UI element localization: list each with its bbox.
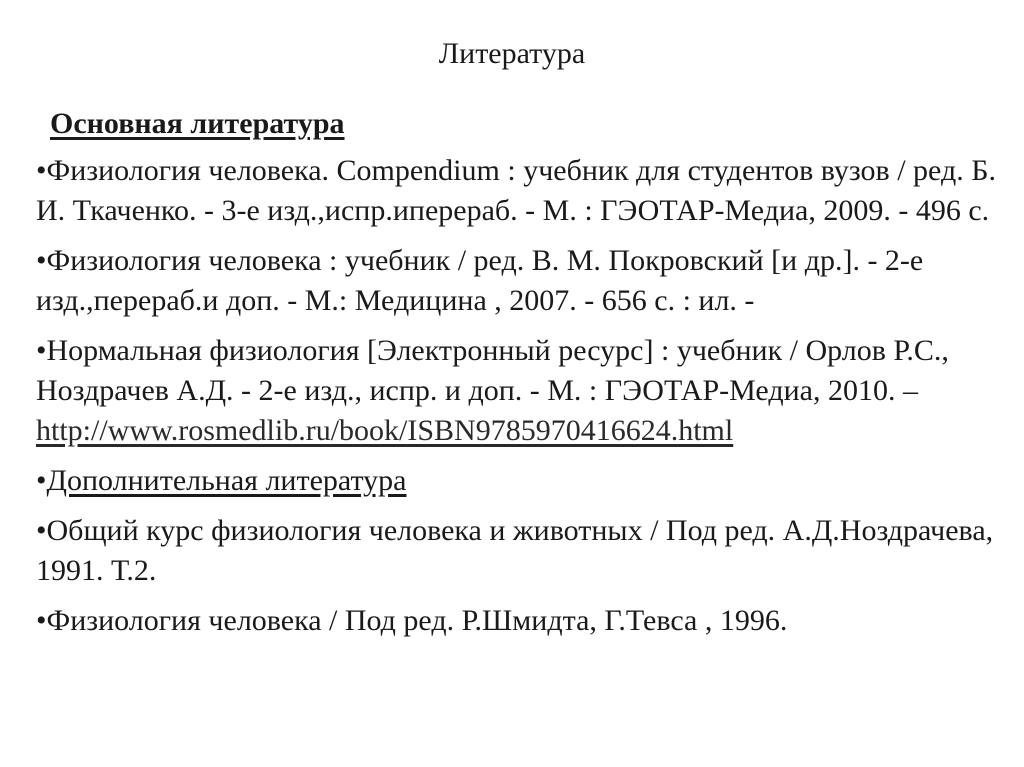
reference-item [36, 601, 996, 641]
bullet-icon: • [36, 154, 47, 187]
reference-text: Физиология человека / Под ред. Р.Шмидта, Г.Тевса , 1996. [46, 604, 788, 637]
reference-list [36, 151, 996, 651]
bullet-icon: • [36, 464, 47, 497]
reference-item [36, 511, 996, 591]
additional-literature-heading: Дополнительная литература [46, 464, 407, 497]
reference-text: Физиология человека. Compendium : учебник для студентов вузов / ред. Б. И. Ткаченко. - 3-е изд.,испр.ипереpаб. - М. : ГЭОТАР-Медиа, 2009. - 496 с. [36, 154, 996, 227]
reference-item [36, 241, 996, 321]
reference-item [36, 151, 996, 231]
reference-item [36, 331, 996, 451]
main-literature-heading: Основная литература [50, 107, 345, 140]
slide-title: Литература [438, 37, 586, 70]
bullet-icon: • [36, 514, 47, 547]
reference-text: Общий курс физиология человека и животных / Под ред. А.Д.Ноздрачева, 1991. Т.2. [36, 514, 994, 587]
reference-text: Нормальная физиология [Электронный ресурс] : учебник / Орлов Р.С., Ноздрачев А.Д. - 2-е изд., испр. и доп. - М. : ГЭОТАР-Медиа, 2010. – [36, 334, 949, 407]
bullet-icon: • [36, 604, 47, 637]
bullet-icon: • [36, 244, 47, 277]
reference-item [36, 461, 996, 501]
rosmedlib-link[interactable]: http://www.rosmedlib.ru/book/ISBN9785970416624.html [36, 414, 734, 447]
bullet-icon: • [36, 334, 47, 367]
reference-text: Физиология человека : учебник / ред. В. М. Покровский [и др.]. - 2-е изд.,перераб.и доп. - М.: Медицина , 2007. - 656 с. : ил. - [36, 244, 924, 317]
